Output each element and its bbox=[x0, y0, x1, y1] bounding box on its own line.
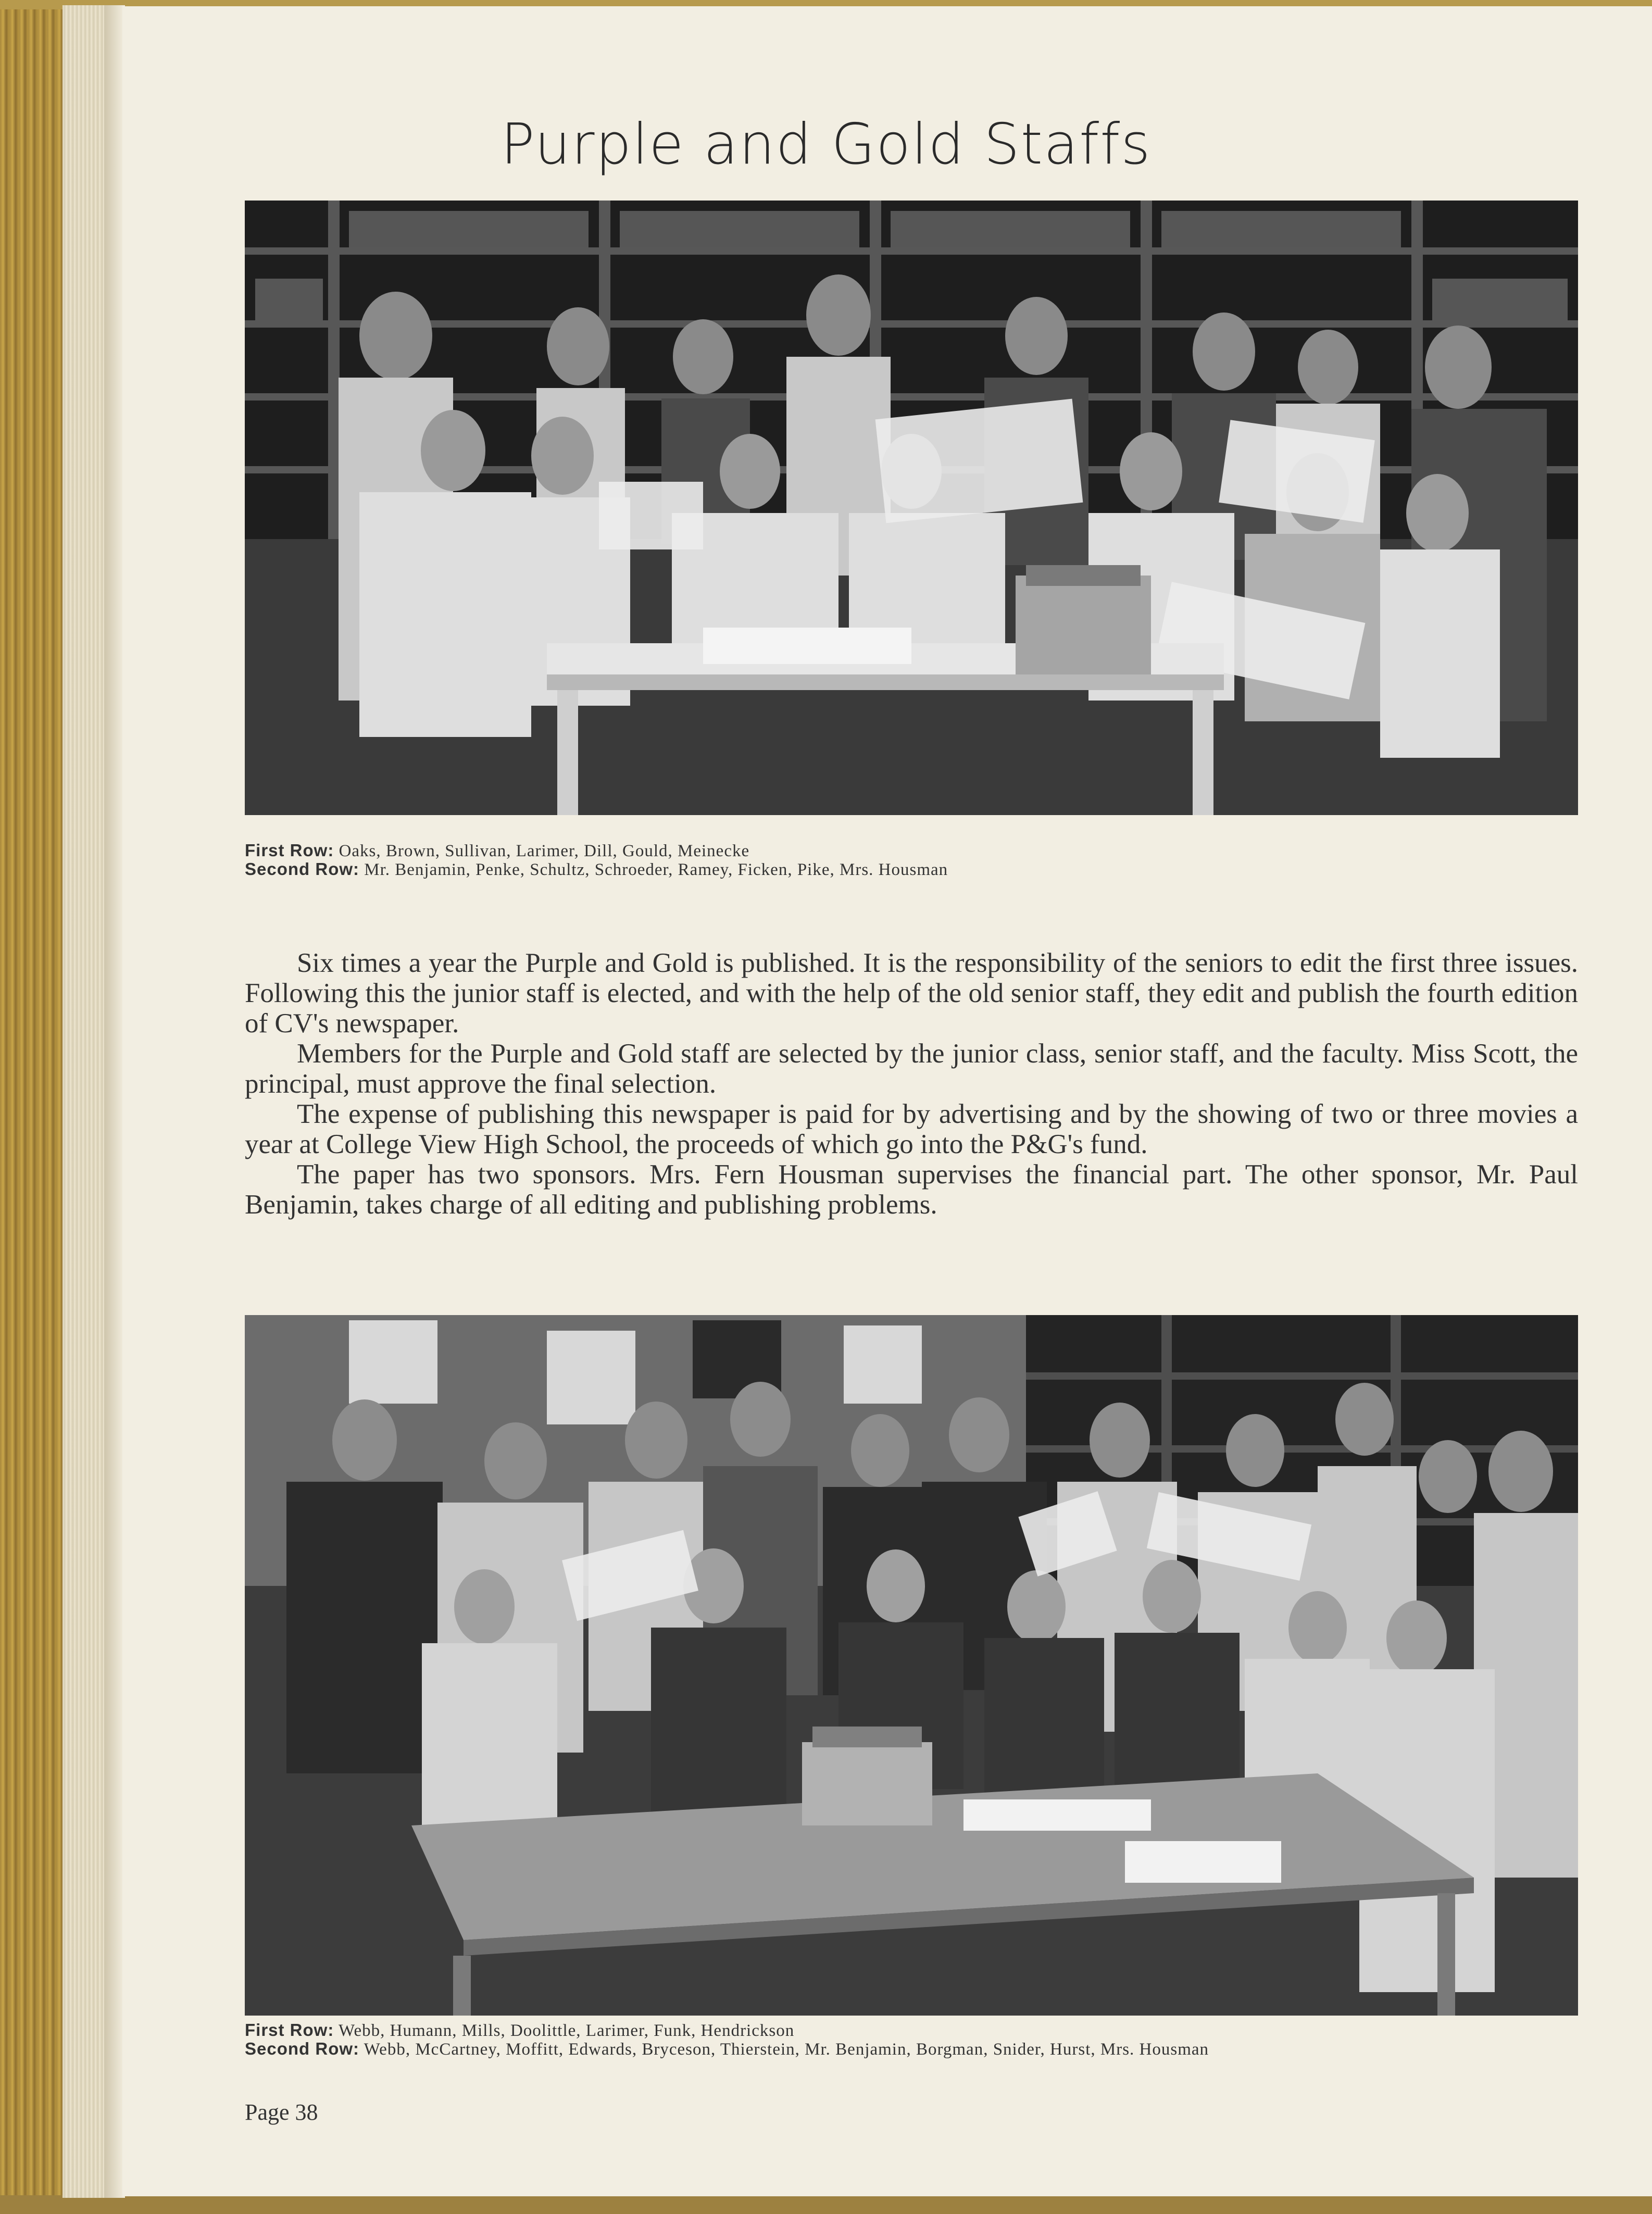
caption-names: Webb, Humann, Mills, Doolittle, Larimer, Funk, Hendrickson bbox=[338, 2021, 795, 2040]
article-body bbox=[245, 948, 1578, 1220]
caption-label: First Row: bbox=[245, 841, 334, 860]
page-stack bbox=[62, 5, 109, 2198]
paragraph: Six times a year the Purple and Gold is published. It is the responsibility of the seniors to edit the first three issues. Following this the junior staff is elected, and with the help of the old senior staff, they edit and publish the fourth edition of CV's newspaper. bbox=[245, 948, 1578, 1039]
caption-label: Second Row: bbox=[245, 859, 360, 879]
staff-photo-junior bbox=[245, 1315, 1578, 2016]
caption-names: Mr. Benjamin, Penke, Schultz, Schroeder, Ramey, Ficken, Pike, Mrs. Housman bbox=[364, 860, 948, 879]
photo1-caption-first-row bbox=[245, 841, 749, 860]
page-title: Purple and Gold Staffs bbox=[500, 112, 1152, 177]
caption-label: Second Row: bbox=[245, 2039, 360, 2058]
staff-photo-senior bbox=[245, 201, 1578, 815]
photo1-caption-second-row bbox=[245, 860, 948, 879]
caption-label: First Row: bbox=[245, 2020, 334, 2040]
caption-names: Webb, McCartney, Moffitt, Edwards, Bryceson, Thierstein, Mr. Benjamin, Borgman, Snider, Hurst, Mrs. Housman bbox=[364, 2040, 1209, 2059]
page-number: Page 38 bbox=[245, 2099, 318, 2125]
paragraph: The expense of publishing this newspaper is paid for by advertising and by the showing of two or three movies a year at College View High School, the proceeds of which go into the P&G's fund. bbox=[245, 1099, 1578, 1159]
photo2-caption-second-row bbox=[245, 2040, 1209, 2059]
paragraph: The paper has two sponsors. Mrs. Fern Housman supervises the financial part. The other sponsor, Mr. Paul Benjamin, takes charge of all editing and publishing problems. bbox=[245, 1159, 1578, 1220]
photo2-caption-first-row bbox=[245, 2021, 794, 2040]
book-cover-bottom bbox=[0, 2195, 1652, 2214]
caption-names: Oaks, Brown, Sullivan, Larimer, Dill, Gould, Meinecke bbox=[339, 842, 750, 860]
paragraph: Members for the Purple and Gold staff are selected by the junior class, senior staff, and the faculty. Miss Scott, the principal, must approve the final selection. bbox=[245, 1039, 1578, 1099]
gutter-shadow bbox=[104, 5, 125, 2198]
